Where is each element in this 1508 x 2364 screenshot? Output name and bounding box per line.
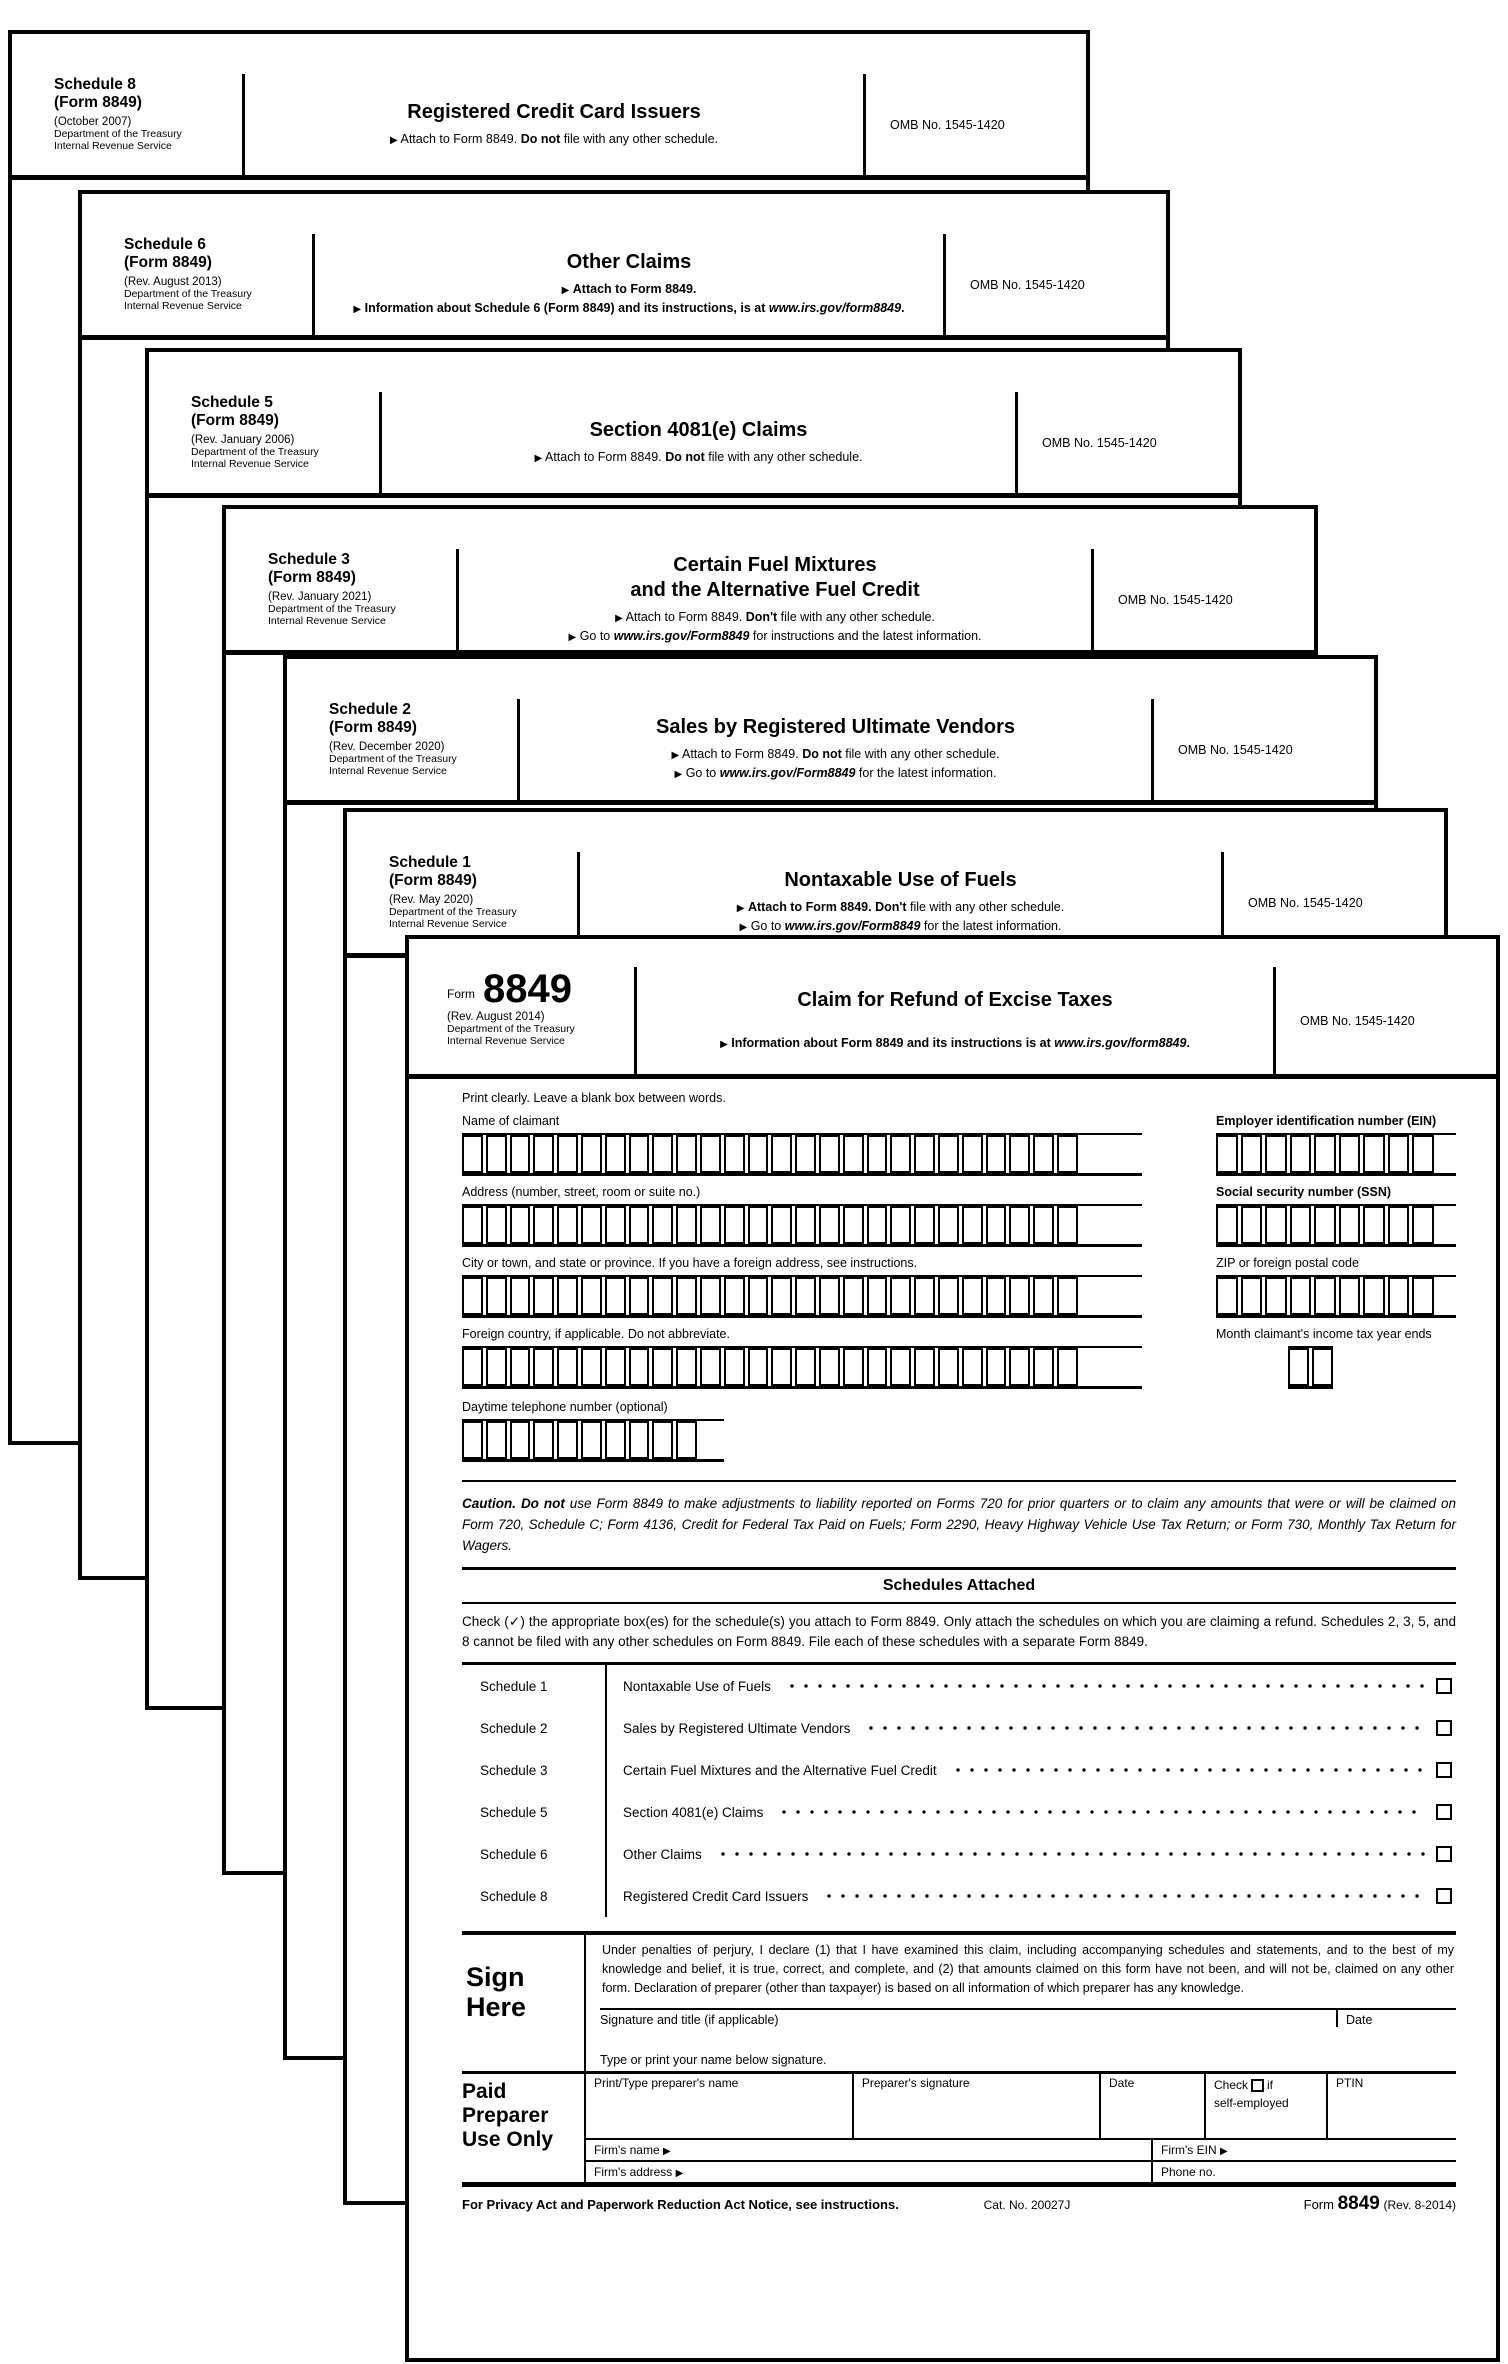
comb-cell[interactable]	[1290, 1135, 1312, 1173]
attach-instruction: ▶ Attach to Form 8849. Don't file with any other schedule.	[736, 900, 1065, 915]
schedule-form-ref: (Form 8849)	[389, 871, 477, 889]
ptin-field[interactable]: PTIN	[1326, 2074, 1456, 2138]
schedule-label: Schedule 5	[191, 394, 273, 411]
comb-cell[interactable]	[1033, 1206, 1054, 1244]
comb-cell[interactable]	[1241, 1135, 1263, 1173]
comb-cell[interactable]	[700, 1206, 721, 1244]
print-clearly-note: Print clearly. Leave a blank box between words.	[462, 1091, 726, 1105]
schedule-form-ref: (Form 8849)	[329, 718, 417, 736]
comb-cell[interactable]	[557, 1135, 578, 1173]
foreign-country-field[interactable]	[462, 1346, 1142, 1389]
comb-cell[interactable]	[1241, 1277, 1263, 1315]
omb-number: OMB No. 1545-1420	[1300, 1013, 1415, 1028]
schedule-5-checkbox[interactable]	[1436, 1804, 1452, 1820]
treasury-line: Department of the Treasury	[54, 127, 182, 140]
comb-cell[interactable]	[1363, 1135, 1385, 1173]
dot-leader	[777, 1809, 1426, 1815]
schedule-label: Schedule 3	[268, 551, 350, 568]
omb-number: OMB No. 1545-1420	[1248, 895, 1363, 910]
comb-cell[interactable]	[581, 1206, 602, 1244]
comb-cell[interactable]	[1388, 1277, 1410, 1315]
comb-cell[interactable]	[843, 1135, 864, 1173]
comb-cell[interactable]	[533, 1135, 554, 1173]
comb-cell[interactable]	[1265, 1277, 1287, 1315]
table-row: Schedule 5 Section 4081(e) Claims	[462, 1791, 1456, 1833]
caution-note: Caution. Do not use Form 8849 to make adjustments to liability reported on Forms 720 for prior quarters or to claim any amounts that were or will be claimed on Form 720, Schedule C; Form 4136, Credit for Federal Tax Paid on Fuels; Form 2290, Heavy Highway Vehicle Use Tax Return; or Form 730, Monthly Tax Return for Wagers.	[462, 1496, 1456, 1553]
comb-cell[interactable]	[1033, 1135, 1054, 1173]
attach-instruction: ▶ Attach to Form 8849.	[561, 282, 697, 297]
comb-cell[interactable]	[700, 1348, 721, 1386]
schedule-form-ref: (Form 8849)	[191, 411, 279, 429]
comb-cell[interactable]	[795, 1135, 816, 1173]
phone-no-field[interactable]: Phone no.	[1151, 2162, 1456, 2182]
form-number: 8849	[483, 967, 572, 1011]
firm-ein-field[interactable]: Firm's EIN ▶	[1151, 2140, 1456, 2160]
comb-cell[interactable]	[581, 1135, 602, 1173]
comb-cell[interactable]	[724, 1135, 745, 1173]
comb-cell[interactable]	[581, 1277, 602, 1315]
comb-cell[interactable]	[533, 1277, 554, 1315]
irs-line: Internal Revenue Service	[191, 457, 309, 470]
catalog-number: Cat. No. 20027J	[983, 2197, 1071, 2212]
comb-cell[interactable]	[914, 1206, 935, 1244]
comb-cell[interactable]	[652, 1277, 673, 1315]
info-instruction: ▶ Information about Form 8849 and its instructions is at www.irs.gov/form8849.	[720, 1035, 1190, 1050]
comb-cell[interactable]	[652, 1206, 673, 1244]
omb-number: OMB No. 1545-1420	[1178, 742, 1293, 757]
dot-leader	[951, 1767, 1426, 1773]
comb-cell[interactable]	[510, 1135, 531, 1173]
goto-instruction: ▶ Go to www.irs.gov/Form8849 for the latest information.	[674, 766, 997, 780]
comb-cell[interactable]	[462, 1135, 483, 1173]
comb-cell[interactable]	[914, 1135, 935, 1173]
paid-preparer-label: Paid Preparer Use Only	[462, 2079, 554, 2151]
comb-cell[interactable]	[486, 1348, 507, 1386]
comb-cell[interactable]	[510, 1206, 531, 1244]
table-row: Schedule 1 Nontaxable Use of Fuels	[462, 1665, 1456, 1707]
comb-cell[interactable]	[1241, 1206, 1263, 1244]
schedule-3-header	[226, 549, 1314, 655]
comb-cell[interactable]	[486, 1135, 507, 1173]
comb-cell[interactable]	[1216, 1135, 1238, 1173]
comb-cell[interactable]	[462, 1421, 483, 1459]
goto-instruction: ▶ Go to www.irs.gov/Form8849 for the latest information.	[739, 919, 1062, 933]
comb-cell[interactable]	[605, 1135, 626, 1173]
omb-number: OMB No. 1545-1420	[1118, 592, 1233, 607]
comb-cell[interactable]	[890, 1135, 911, 1173]
arrow-icon: ▶	[568, 631, 577, 643]
table-row: Schedule 3 Certain Fuel Mixtures and the Alternative Fuel Credit	[462, 1749, 1456, 1791]
comb-cell[interactable]	[629, 1135, 650, 1173]
schedule-8-checkbox[interactable]	[1436, 1888, 1452, 1904]
comb-cell[interactable]	[510, 1421, 531, 1459]
comb-cell[interactable]	[819, 1348, 840, 1386]
treasury-line: Department of the Treasury	[268, 602, 396, 615]
comb-cell[interactable]	[533, 1348, 554, 1386]
comb-cell[interactable]	[510, 1277, 531, 1315]
schedule-label: Schedule 2	[329, 701, 411, 718]
arrow-icon: ▶	[389, 134, 398, 146]
schedule-6-checkbox[interactable]	[1436, 1846, 1452, 1862]
arrow-icon: ▶	[662, 2145, 671, 2157]
arrow-icon: ▶	[615, 612, 623, 624]
divider	[462, 1480, 1456, 1482]
comb-cell[interactable]	[462, 1206, 483, 1244]
signature-area[interactable]: Signature and title (if applicable)	[600, 2012, 779, 2027]
comb-cell[interactable]	[771, 1135, 792, 1173]
comb-cell[interactable]	[724, 1206, 745, 1244]
comb-cell[interactable]	[676, 1277, 697, 1315]
comb-cell[interactable]	[700, 1135, 721, 1173]
comb-cell[interactable]	[1057, 1277, 1078, 1315]
dot-leader	[864, 1725, 1426, 1731]
comb-cell[interactable]	[1339, 1277, 1361, 1315]
ein-label: Employer identification number (EIN)	[1216, 1114, 1437, 1128]
comb-cell[interactable]	[486, 1421, 507, 1459]
comb-cell[interactable]	[1412, 1277, 1434, 1315]
irs-line: Internal Revenue Service	[268, 614, 386, 627]
treasury-line: Department of the Treasury	[191, 445, 319, 458]
comb-cell[interactable]	[605, 1277, 626, 1315]
comb-cell[interactable]	[510, 1348, 531, 1386]
dot-leader	[785, 1683, 1426, 1689]
arrow-icon: ▶	[353, 304, 362, 315]
comb-cell[interactable]	[1057, 1348, 1078, 1386]
comb-cell[interactable]	[1314, 1135, 1336, 1173]
comb-cell[interactable]	[748, 1135, 769, 1173]
comb-cell[interactable]	[938, 1135, 959, 1173]
arrow-icon: ▶	[671, 750, 680, 762]
month-tax-year-field[interactable]	[1288, 1346, 1333, 1389]
zip-label: ZIP or foreign postal code	[1216, 1256, 1359, 1270]
comb-cell[interactable]	[1033, 1277, 1054, 1315]
arrow-icon: ▶	[739, 922, 748, 933]
comb-cell[interactable]	[867, 1348, 888, 1386]
comb-cell[interactable]	[557, 1421, 578, 1459]
schedules-attached-table	[462, 1665, 1456, 1917]
comb-cell[interactable]	[1363, 1277, 1385, 1315]
form-title: Claim for Refund of Excise Taxes	[797, 988, 1113, 1011]
comb-cell[interactable]	[1009, 1135, 1030, 1173]
comb-cell[interactable]	[986, 1206, 1007, 1244]
arrow-icon: ▶	[675, 2167, 684, 2179]
comb-cell[interactable]	[629, 1206, 650, 1244]
schedule-title: Other Claims	[566, 251, 692, 274]
paid-preparer-section: Paid Preparer Use Only Print/Type preparer's name Preparer's signature Date Check if self-employed PTIN Firm's name ▶ Firm's EIN ▶ Firm's address ▶ Phone no.	[462, 2071, 1456, 2182]
preparer-date-field[interactable]: Date	[1099, 2074, 1204, 2138]
comb-cell[interactable]	[1290, 1277, 1312, 1315]
comb-cell[interactable]	[676, 1421, 697, 1459]
comb-cell[interactable]	[819, 1135, 840, 1173]
comb-cell[interactable]	[795, 1206, 816, 1244]
comb-cell[interactable]	[748, 1277, 769, 1315]
month-tax-year-label: Month claimant's income tax year ends	[1216, 1327, 1432, 1341]
attach-instruction: ▶ Attach to Form 8849. Do not file with any other schedule.	[671, 747, 1000, 762]
page-form-8849	[405, 935, 1500, 2362]
arrow-icon: ▶	[674, 769, 683, 780]
comb-cell[interactable]	[1412, 1206, 1434, 1244]
schedule-title-line1: Certain Fuel Mixtures	[673, 553, 877, 576]
comb-cell[interactable]	[1033, 1348, 1054, 1386]
comb-cell[interactable]	[962, 1277, 983, 1315]
comb-cell[interactable]	[1290, 1206, 1312, 1244]
comb-cell[interactable]	[605, 1206, 626, 1244]
preparer-name-field[interactable]: Print/Type preparer's name	[594, 2075, 739, 2090]
city-label: City or town, and state or province. If you have a foreign address, see instructions.	[462, 1256, 918, 1270]
comb-cell[interactable]	[581, 1348, 602, 1386]
schedule-revision: (Rev. May 2020)	[389, 893, 474, 906]
perjury-statement: Under penalties of perjury, I declare (1) that I have examined this claim, including accompanying schedules and statements, and to the best of my knowledge and belief, it is true, correct, and complete, and (2) that amounts claimed on this form have not been, and will not be, claimed on any other form. Declaration of preparer (other than taxpayer) is based on all information of which preparer has any knowledge.	[602, 1943, 1454, 1995]
irs-line: Internal Revenue Service	[54, 139, 172, 152]
comb-cell[interactable]	[843, 1348, 864, 1386]
daytime-phone-label: Daytime telephone number (optional)	[462, 1400, 668, 1414]
comb-cell[interactable]	[724, 1277, 745, 1315]
comb-cell[interactable]	[795, 1277, 816, 1315]
schedule-label: Schedule 6	[124, 236, 206, 253]
comb-cell[interactable]	[748, 1206, 769, 1244]
treasury-line: Department of the Treasury	[447, 1023, 575, 1035]
signature-date-area[interactable]: Date	[1336, 2010, 1456, 2027]
schedule-revision: (Rev. August 2013)	[124, 275, 222, 288]
schedule-2-header	[287, 699, 1374, 805]
comb-cell[interactable]	[1057, 1206, 1078, 1244]
schedule-revision: (Rev. January 2006)	[191, 433, 295, 446]
comb-cell[interactable]	[867, 1135, 888, 1173]
comb-cell[interactable]	[724, 1348, 745, 1386]
schedule-5-header	[149, 392, 1238, 498]
schedule-title: Section 4081(e) Claims	[589, 418, 808, 441]
sign-here-section	[462, 1931, 1456, 2070]
comb-cell[interactable]	[1057, 1135, 1078, 1173]
comb-cell[interactable]	[1009, 1206, 1030, 1244]
comb-cell[interactable]	[462, 1348, 483, 1386]
type-print-note: Type or print your name below signature.	[600, 2052, 827, 2067]
treasury-line: Department of the Treasury	[329, 752, 457, 765]
form-word: Form	[447, 987, 475, 1001]
arrow-icon: ▶	[736, 903, 745, 915]
irs-line: Internal Revenue Service	[447, 1035, 565, 1048]
comb-cell[interactable]	[938, 1277, 959, 1315]
comb-cell[interactable]	[843, 1206, 864, 1244]
address-label: Address (number, street, room or suite no.)	[462, 1185, 701, 1199]
comb-cell[interactable]	[652, 1421, 673, 1459]
comb-cell[interactable]	[1388, 1206, 1410, 1244]
firm-address-field[interactable]: Firm's address ▶	[594, 2164, 684, 2179]
comb-cell[interactable]	[1339, 1135, 1361, 1173]
comb-cell[interactable]	[1288, 1348, 1309, 1386]
schedules-attached-heading: Schedules Attached	[462, 1567, 1456, 1604]
comb-cell[interactable]	[1388, 1135, 1410, 1173]
ssn-label: Social security number (SSN)	[1216, 1185, 1392, 1199]
omb-number: OMB No. 1545-1420	[970, 277, 1085, 292]
comb-cell[interactable]	[962, 1348, 983, 1386]
comb-cell[interactable]	[533, 1206, 554, 1244]
comb-cell[interactable]	[652, 1348, 673, 1386]
schedule-title: Sales by Registered Ultimate Vendors	[655, 716, 1016, 739]
schedule-label: Schedule 8	[54, 76, 136, 93]
name-of-claimant-field[interactable]	[462, 1133, 1142, 1176]
arrow-icon: ▶	[561, 285, 570, 297]
preparer-signature-field[interactable]: Preparer's signature	[852, 2074, 1099, 2138]
comb-cell[interactable]	[890, 1277, 911, 1315]
schedule-2-checkbox[interactable]	[1436, 1720, 1452, 1736]
schedule-title-line2: and the Alternative Fuel Credit	[630, 578, 920, 601]
comb-cell[interactable]	[819, 1277, 840, 1315]
irs-line: Internal Revenue Service	[389, 917, 507, 930]
privacy-act-note: For Privacy Act and Paperwork Reduction Act Notice, see instructions.	[462, 2196, 899, 2212]
arrow-icon: ▶	[1219, 2145, 1228, 2157]
schedule-form-ref: (Form 8849)	[54, 93, 142, 111]
address-field[interactable]	[462, 1204, 1142, 1247]
daytime-phone-field[interactable]	[462, 1419, 724, 1462]
schedule-form-ref: (Form 8849)	[268, 568, 356, 586]
comb-cell[interactable]	[1314, 1277, 1336, 1315]
sign-here-label: Sign Here	[466, 1962, 527, 2022]
comb-cell[interactable]	[890, 1348, 911, 1386]
schedule-1-checkbox[interactable]	[1436, 1678, 1452, 1694]
footer-form-id: Form 8849 (Rev. 8-2014)	[1303, 2192, 1456, 2214]
comb-cell[interactable]	[819, 1206, 840, 1244]
comb-cell[interactable]	[1265, 1135, 1287, 1173]
comb-cell[interactable]	[605, 1421, 626, 1459]
comb-cell[interactable]	[986, 1277, 1007, 1315]
comb-cell[interactable]	[1412, 1135, 1434, 1173]
comb-cell[interactable]	[1216, 1277, 1238, 1315]
schedule-title: Registered Credit Card Issuers	[407, 100, 701, 123]
comb-cell[interactable]	[557, 1206, 578, 1244]
comb-cell[interactable]	[748, 1348, 769, 1386]
city-field[interactable]	[462, 1275, 1142, 1318]
comb-cell[interactable]	[1009, 1348, 1030, 1386]
comb-cell[interactable]	[771, 1277, 792, 1315]
omb-number: OMB No. 1545-1420	[890, 117, 1005, 132]
arrow-icon: ▶	[720, 1038, 728, 1050]
comb-cell[interactable]	[1314, 1206, 1336, 1244]
dot-leader	[716, 1851, 1426, 1857]
comb-cell[interactable]	[795, 1348, 816, 1386]
schedule-form-ref: (Form 8849)	[124, 253, 212, 271]
arrow-icon: ▶	[534, 452, 543, 464]
comb-cell[interactable]	[914, 1277, 935, 1315]
treasury-line: Department of the Treasury	[124, 287, 252, 300]
form-8849-header	[409, 967, 1496, 1079]
comb-cell[interactable]	[867, 1277, 888, 1315]
comb-cell[interactable]	[581, 1421, 602, 1459]
comb-cell[interactable]	[843, 1277, 864, 1315]
comb-cell[interactable]	[962, 1206, 983, 1244]
goto-instruction: ▶ Go to www.irs.gov/Form8849 for instructions and the latest information.	[568, 628, 982, 643]
schedule-title: Nontaxable Use of Fuels	[784, 869, 1017, 892]
comb-cell[interactable]	[771, 1348, 792, 1386]
ein-field[interactable]	[1216, 1133, 1456, 1176]
comb-cell[interactable]	[914, 1348, 935, 1386]
attach-instruction: ▶ Attach to Form 8849. Do not file with any other schedule.	[534, 449, 863, 464]
form-revision: (Rev. August 2014)	[447, 1011, 545, 1023]
comb-cell[interactable]	[676, 1135, 697, 1173]
foreign-country-label: Foreign country, if applicable. Do not abbreviate.	[462, 1327, 730, 1341]
comb-cell[interactable]	[1265, 1206, 1287, 1244]
comb-cell[interactable]	[557, 1348, 578, 1386]
schedule-revision: (Rev. December 2020)	[329, 740, 445, 753]
comb-cell[interactable]	[629, 1348, 650, 1386]
treasury-line: Department of the Treasury	[389, 905, 517, 918]
dot-leader	[822, 1893, 1426, 1899]
table-row: Schedule 2 Sales by Registered Ultimate Vendors	[462, 1707, 1456, 1749]
comb-cell[interactable]	[962, 1135, 983, 1173]
comb-cell[interactable]	[700, 1277, 721, 1315]
comb-cell[interactable]	[986, 1135, 1007, 1173]
comb-cell[interactable]	[1363, 1206, 1385, 1244]
attach-instruction: ▶ Attach to Form 8849. Do not file with any other schedule.	[389, 131, 718, 146]
schedule-revision: (October 2007)	[54, 115, 132, 128]
name-of-claimant-label: Name of claimant	[462, 1114, 560, 1128]
zip-field[interactable]	[1216, 1275, 1456, 1318]
comb-cell[interactable]	[533, 1421, 554, 1459]
comb-cell[interactable]	[557, 1277, 578, 1315]
comb-cell[interactable]	[462, 1277, 483, 1315]
comb-cell[interactable]	[486, 1206, 507, 1244]
comb-cell[interactable]	[986, 1348, 1007, 1386]
comb-cell[interactable]	[938, 1348, 959, 1386]
self-employed-checkbox[interactable]	[1251, 2079, 1264, 2092]
schedule-6-header	[82, 234, 1166, 340]
schedule-8-header	[12, 74, 1086, 180]
attach-instruction: ▶ Attach to Form 8849. Don't file with any other schedule.	[615, 609, 935, 624]
comb-cell[interactable]	[890, 1206, 911, 1244]
comb-cell[interactable]	[676, 1206, 697, 1244]
comb-cell[interactable]	[605, 1348, 626, 1386]
comb-cell[interactable]	[676, 1348, 697, 1386]
schedules-attached-instructions: Check (✓) the appropriate box(es) for the schedule(s) you attach to Form 8849. Only attach the schedules on which you are claiming a refund. Schedules 2, 3, 5, and 8 cannot be filed with any other schedules on Form 8849. File each of these schedules with a separate Form 8849.	[462, 1604, 1456, 1666]
comb-cell[interactable]	[1009, 1277, 1030, 1315]
table-row: Schedule 8 Registered Credit Card Issuers	[462, 1875, 1456, 1917]
irs-line: Internal Revenue Service	[124, 299, 242, 312]
schedule-3-checkbox[interactable]	[1436, 1762, 1452, 1778]
comb-cell[interactable]	[629, 1421, 650, 1459]
comb-cell[interactable]	[867, 1206, 888, 1244]
form-footer	[462, 2182, 1456, 2215]
ssn-field[interactable]	[1216, 1204, 1456, 1247]
comb-cell[interactable]	[938, 1206, 959, 1244]
comb-cell[interactable]	[771, 1206, 792, 1244]
info-instruction: ▶ Information about Schedule 6 (Form 8849) and its instructions, is at www.irs.gov/form8849.	[353, 301, 905, 315]
comb-cell[interactable]	[1312, 1348, 1333, 1386]
comb-cell[interactable]	[1216, 1206, 1238, 1244]
comb-cell[interactable]	[486, 1277, 507, 1315]
comb-cell[interactable]	[629, 1277, 650, 1315]
irs-line: Internal Revenue Service	[329, 764, 447, 777]
firm-name-field[interactable]: Firm's name ▶	[594, 2142, 671, 2157]
schedule-revision: (Rev. January 2021)	[268, 590, 372, 603]
schedule-label: Schedule 1	[389, 854, 471, 871]
omb-number: OMB No. 1545-1420	[1042, 435, 1157, 450]
comb-cell[interactable]	[652, 1135, 673, 1173]
table-divider	[605, 1665, 607, 1917]
table-row: Schedule 6 Other Claims	[462, 1833, 1456, 1875]
comb-cell[interactable]	[1339, 1206, 1361, 1244]
